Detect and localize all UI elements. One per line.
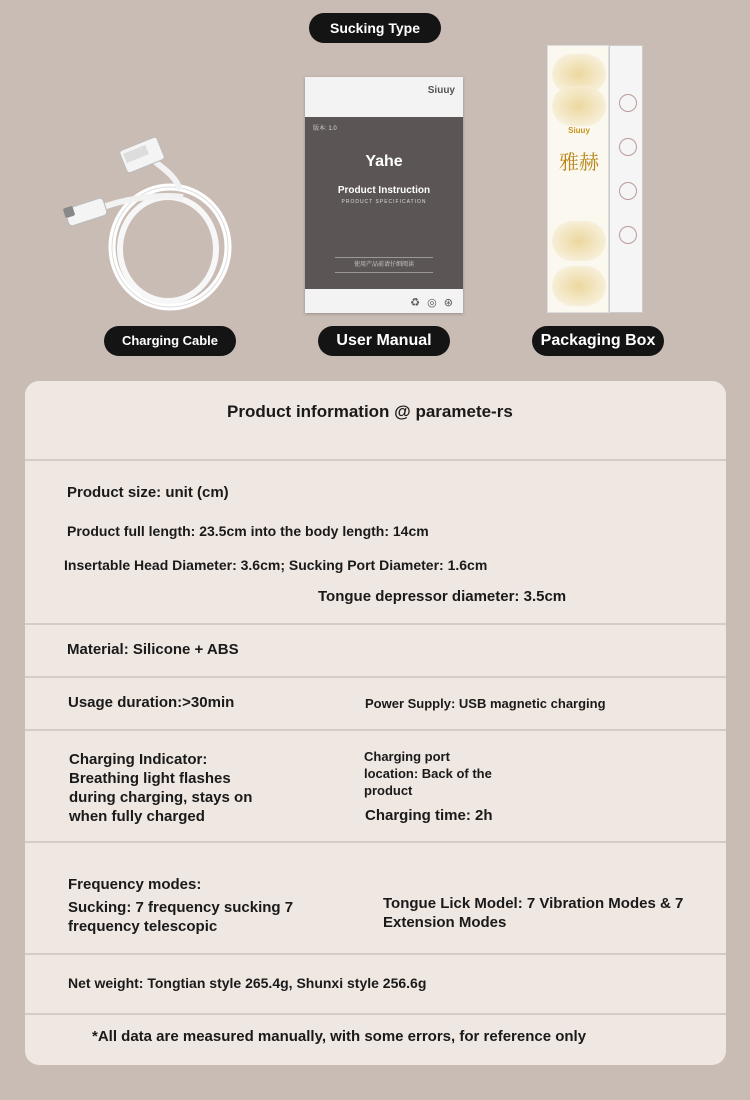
tongue-modes: Tongue Lick Model: 7 Vibration Modes & 7 Extension Modes (383, 895, 684, 931)
safety-badge-icon (619, 226, 637, 244)
quality-badge-icon (619, 138, 637, 156)
gold-pattern-decoration (552, 86, 606, 126)
frequency-row (25, 843, 726, 955)
manual-version: 版本: 1.0 (313, 126, 337, 132)
material: Material: Silicone + ABS (67, 641, 239, 658)
usage-row (25, 678, 726, 731)
net-weight: Net weight: Tongtian style 265.4g, Shunxi style 256.6g (68, 975, 427, 991)
gold-pattern-decoration (552, 266, 606, 306)
charging-cable-label: Charging Cable (104, 326, 236, 356)
spec-card (25, 381, 726, 1065)
box-brand: Siuuy (568, 126, 590, 135)
box-front (547, 45, 609, 313)
charging-row (25, 731, 726, 843)
packaging-box-image (547, 45, 643, 313)
charging-port: Charging port location: Back of the product (364, 749, 492, 798)
diamond-badge-icon (619, 94, 637, 112)
sucking-modes: Sucking: 7 frequency sucking 7 frequency telescopic (68, 899, 294, 935)
manual-cover (305, 117, 463, 289)
box-side (609, 45, 643, 313)
manual-subtitle-secondary: PRODUCT SPECIFICATION (341, 199, 427, 205)
manual-notice (335, 257, 433, 273)
eco-badge-icon (619, 182, 637, 200)
certification-icons: ♻ ◎ ⊛ (410, 297, 455, 309)
tongue-diameter: Tongue depressor diameter: 3.5cm (318, 588, 567, 605)
frequency-heading: Frequency modes: (68, 876, 202, 893)
packaging-box-label: Packaging Box (532, 326, 664, 356)
manual-brand: Siuuy (427, 85, 455, 96)
manual-notice-text: 使用产品前请仔细阅读 (353, 262, 414, 268)
size-heading: Product size: unit (cm) (67, 484, 229, 501)
charging-time: Charging time: 2h (365, 807, 493, 824)
charging-cable-image (58, 135, 243, 320)
disclaimer: *All data are measured manually, with some errors, for reference only (92, 1028, 587, 1045)
box-name: 雅赫 (559, 150, 599, 174)
material-row (25, 625, 726, 678)
weight-row (25, 955, 726, 1015)
charging-indicator: Charging Indicator: Breathing light flashes during charging, stays on when fully charged (69, 751, 253, 825)
user-manual-image (305, 77, 463, 313)
user-manual-label: User Manual (318, 326, 450, 356)
disclaimer-row (25, 1015, 726, 1065)
gold-pattern-decoration (552, 221, 606, 261)
power-supply: Power Supply: USB magnetic charging (365, 696, 606, 711)
spec-title-row (25, 381, 726, 461)
size-row (25, 461, 726, 625)
manual-subtitle: Product Instruction (337, 185, 431, 196)
sucking-type-label: Sucking Type (309, 13, 441, 43)
manual-title: Yahe (365, 153, 403, 170)
usage-duration: Usage duration:>30min (68, 694, 235, 711)
diameters: Insertable Head Diameter: 3.6cm; Sucking Port Diameter: 1.6cm (64, 557, 488, 573)
spec-title: Product information @ paramete-rs (227, 402, 513, 421)
full-length: Product full length: 23.5cm into the body length: 14cm (67, 523, 429, 539)
